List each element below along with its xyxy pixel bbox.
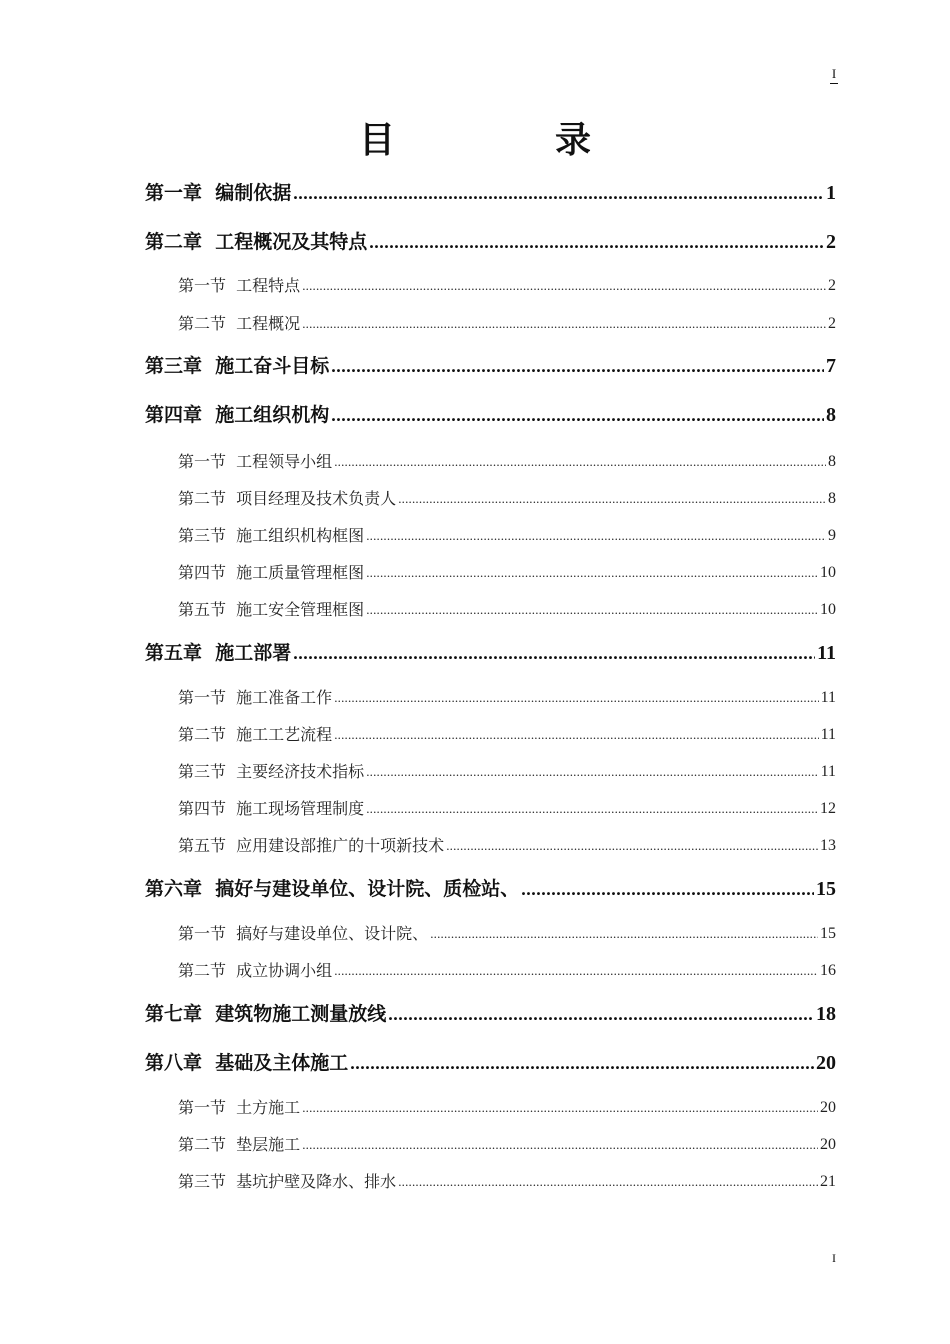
toc-chapter-entry[interactable] — [145, 999, 836, 1027]
toc-section-entry[interactable] — [178, 1166, 836, 1194]
toc-entry-label: 第五章 施工部署 — [145, 642, 292, 664]
toc-section-entry[interactable] — [178, 594, 836, 622]
toc-entry-label: 第一节 搞好与建设单位、设计院、 — [178, 924, 429, 943]
toc-entry-label: 第一节 施工准备工作 — [178, 688, 333, 707]
toc-section-entry[interactable] — [178, 719, 836, 747]
toc-entry-label: 第五节 应用建设部推广的十项新技术 — [178, 836, 445, 855]
toc-entry-label: 第一节 工程领导小组 — [178, 452, 333, 471]
toc-entry-page-number: 13 — [820, 837, 836, 854]
toc-dot-leader — [521, 876, 814, 902]
toc-dot-leader — [302, 274, 826, 298]
toc-entry-page-number: 12 — [820, 800, 836, 817]
toc-section-entry[interactable] — [178, 756, 836, 784]
toc-section-entry[interactable] — [178, 557, 836, 585]
toc-entry-page-number: 11 — [820, 726, 836, 743]
toc-dot-leader — [388, 1001, 814, 1027]
toc-section-entry[interactable] — [178, 446, 836, 474]
toc-entry-label: 第三章 施工奋斗目标 — [145, 355, 330, 377]
toc-entry-page-number: 11 — [820, 689, 836, 706]
toc-entry-page-number: 2 — [826, 231, 836, 253]
header-page-number — [829, 66, 839, 90]
toc-dot-leader — [334, 686, 818, 710]
toc-chapter-entry[interactable] — [145, 638, 836, 666]
toc-section-entry[interactable] — [178, 793, 836, 821]
toc-entry-label: 第二节 施工工艺流程 — [178, 725, 333, 744]
toc-section-entry[interactable] — [178, 830, 836, 858]
toc-section-entry[interactable] — [178, 483, 836, 511]
footer-page-number: I — [832, 1251, 836, 1265]
toc-entry-page-number: 2 — [828, 277, 836, 294]
toc-entry-page-number: 15 — [816, 878, 836, 900]
toc-dot-leader — [366, 598, 818, 622]
toc-entry-label: 第八章 基础及主体施工 — [145, 1052, 349, 1074]
toc-entry-label: 第二节 垫层施工 — [178, 1135, 301, 1154]
toc-entry-label: 第三节 主要经济技术指标 — [178, 762, 365, 781]
toc-entry-page-number: 9 — [828, 527, 836, 544]
toc-entry-label: 第四节 施工现场管理制度 — [178, 799, 365, 818]
toc-dot-leader — [366, 561, 818, 585]
toc-entry-page-number: 8 — [826, 404, 836, 426]
toc-section-entry[interactable] — [178, 955, 836, 983]
toc-entry-page-number: 20 — [820, 1136, 836, 1153]
toc-entry-label: 第五节 施工安全管理框图 — [178, 600, 365, 619]
toc-entry-page-number: 11 — [817, 642, 836, 664]
toc-entry-page-number: 1 — [826, 182, 836, 204]
toc-entry-page-number: 8 — [828, 490, 836, 507]
toc-dot-leader — [350, 1050, 814, 1076]
toc-dot-leader — [366, 797, 818, 821]
toc-dot-leader — [331, 353, 824, 379]
header-page-number-underline — [830, 83, 838, 84]
toc-section-entry[interactable] — [178, 1092, 836, 1120]
toc-entry-label: 第一章 编制依据 — [145, 182, 292, 204]
toc-entry-label: 第四章 施工组织机构 — [145, 404, 330, 426]
toc-dot-leader — [334, 723, 818, 747]
toc-dot-leader — [331, 402, 824, 428]
toc-entry-page-number: 8 — [828, 453, 836, 470]
toc-section-entry[interactable] — [178, 308, 836, 336]
toc-dot-leader — [293, 180, 824, 206]
toc-entry-label: 第三节 施工组织机构框图 — [178, 526, 365, 545]
toc-section-entry[interactable] — [178, 682, 836, 710]
toc-entry-page-number: 11 — [820, 763, 836, 780]
toc-entry-label: 第一节 工程特点 — [178, 276, 301, 295]
toc-dot-leader — [334, 450, 826, 474]
header-page-number-text: I — [831, 66, 837, 81]
toc-entry-label: 第四节 施工质量管理框图 — [178, 563, 365, 582]
toc-chapter-entry[interactable] — [145, 178, 836, 206]
toc-entry-label: 第二节 项目经理及技术负责人 — [178, 489, 397, 508]
toc-entry-page-number: 20 — [820, 1099, 836, 1116]
toc-entry-page-number: 10 — [820, 564, 836, 581]
toc-dot-leader — [366, 760, 818, 784]
toc-entry-page-number: 20 — [816, 1052, 836, 1074]
toc-dot-leader — [293, 640, 815, 666]
toc-entry-label: 第一节 土方施工 — [178, 1098, 301, 1117]
toc-entry-label: 第三节 基坑护壁及降水、排水 — [178, 1172, 397, 1191]
toc-title: 目 录 — [358, 120, 653, 161]
toc-dot-leader — [398, 1170, 818, 1194]
toc-dot-leader — [302, 1096, 818, 1120]
toc-chapter-entry[interactable] — [145, 227, 836, 255]
toc-entry-page-number: 16 — [820, 962, 836, 979]
toc-entry-label: 第二章 工程概况及其特点 — [145, 231, 368, 253]
toc-entry-label: 第六章 搞好与建设单位、设计院、质检站、 — [145, 878, 520, 900]
toc-entry-page-number: 10 — [820, 601, 836, 618]
toc-dot-leader — [430, 922, 818, 946]
toc-section-entry[interactable] — [178, 520, 836, 548]
toc-dot-leader — [369, 229, 824, 255]
toc-entry-page-number: 7 — [826, 355, 836, 377]
toc-chapter-entry[interactable] — [145, 874, 836, 902]
toc-entry-page-number: 15 — [820, 925, 836, 942]
toc-dot-leader — [302, 312, 826, 336]
toc-entry-page-number: 21 — [820, 1173, 836, 1190]
toc-entry-page-number: 18 — [816, 1003, 836, 1025]
toc-section-entry[interactable] — [178, 270, 836, 298]
toc-dot-leader — [334, 959, 818, 983]
toc-entry-label: 第二节 工程概况 — [178, 314, 301, 333]
toc-dot-leader — [366, 524, 826, 548]
toc-chapter-entry[interactable] — [145, 351, 836, 379]
toc-chapter-entry[interactable] — [145, 1048, 836, 1076]
toc-entry-label: 第二节 成立协调小组 — [178, 961, 333, 980]
toc-dot-leader — [446, 834, 818, 858]
toc-entry-label: 第七章 建筑物施工测量放线 — [145, 1003, 387, 1025]
toc-chapter-entry[interactable] — [145, 400, 836, 428]
toc-entry-page-number: 2 — [828, 315, 836, 332]
toc-section-entry[interactable] — [178, 918, 836, 946]
toc-dot-leader — [398, 487, 826, 511]
toc-section-entry[interactable] — [178, 1129, 836, 1157]
toc-dot-leader — [302, 1133, 818, 1157]
